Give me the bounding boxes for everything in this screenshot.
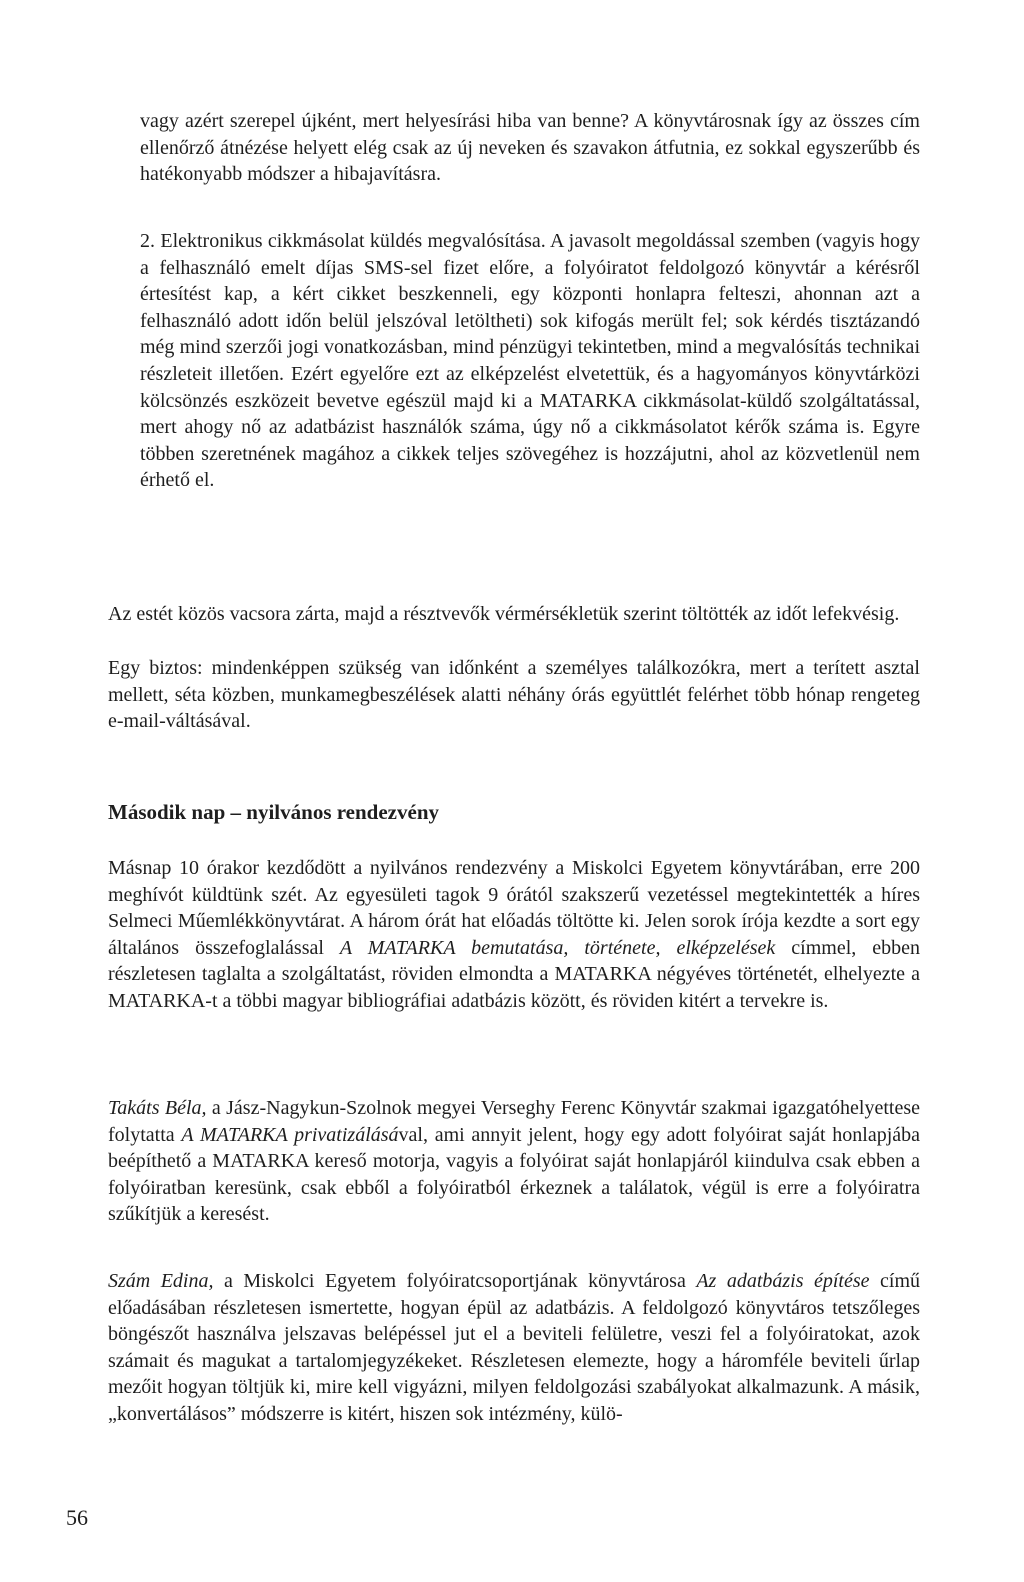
section-paragraph-2 bbox=[108, 1095, 920, 1228]
list-paragraph-1: vagy azért szerepel újként, mert helyesírási hiba van benne? A könyvtárosnak így az összes cím ellenőrző átnézése helyett elég csak az új neveken és szavakon átfutnia, ez sokkal egyszerűbb és hatékonyabb módszer a hibajavításra. bbox=[140, 110, 920, 186]
page-number: 56 bbox=[66, 1505, 88, 1530]
meeting-paragraph: Egy biztos: mindenképpen szükség van időnként a személyes találkozókra, mert a terített asztal mellett, séta közben, munkamegbeszélések alatti néhány órás együttlét felérhet több hónap rengeteg e-mail-váltásával. bbox=[108, 657, 920, 733]
p3-text-a: a Miskolci Egyetem folyóiratcsoportjának könyvtárosa bbox=[213, 1270, 697, 1292]
p3-title: Az adatbázis építése bbox=[696, 1270, 870, 1292]
evening-paragraph: Az estét közös vacsora zárta, majd a résztvevők vérmérsékletük szerint töltötték az időt lefekvésig. bbox=[108, 603, 900, 625]
p2-speaker: Takáts Béla, bbox=[108, 1097, 207, 1119]
section-paragraph-1 bbox=[108, 855, 920, 1015]
p2-text-b: val, ami annyit jelent, hogy egy adott folyóirat saját honlapjába beépíthető a MATARKA kereső motorja, vagyis a folyóirat saját honlapjáról kiindulva csak ebben a folyóiratban keresünk, csak ebből a folyóiratból érkeznek a találatok, végül is erre a folyóiratra szűkítjük a keresést. bbox=[108, 1123, 921, 1226]
p2-text-a: a Jász-Nagykun-Szolnok megyei Verseghy Ferenc Könyvtár szakmai igazgatóhelyettese folytatta bbox=[108, 1097, 920, 1146]
section-paragraph-3 bbox=[108, 1268, 920, 1428]
p3-text-b: című előadásában részletesen ismertette, hogyan épül az adatbázis. A feldolgozó könyvtáros tetszőleges böngészőt használva jelszavas belépéssel jut el a beviteli felületre, veszi fel a folyóiratokat, azok számait és magukat a tartalomjegyzékeket. Részletesen elemezte, hogy a háromféle beviteli űrlap mezőit hogyan töltjük ki, mire kell vigyázni, milyen feldolgozási szabályokat alkalmazunk. A másik, „konvertálásos” módszerre is kitért, hiszen sok intézmény, külö- bbox=[108, 1270, 920, 1425]
p1-title: A MATARKA bemutatása, története, elképzelések bbox=[339, 936, 776, 959]
p1-text-a: Másnap 10 órakor kezdődött a nyilvános rendezvény a Miskolci Egyetem könyvtárában, erre 200 meghívót küldtünk szét. Az egyesületi tagok 9 órától szakszerű vezetéssel megtekintették a híres Selmeci Műemlékkönyvtárat. A három órát hat előadás töltötte ki. Jelen sorok írója kezdte a sort egy általános összefoglalással bbox=[108, 857, 920, 959]
p3-speaker: Szám Edina, bbox=[108, 1270, 214, 1292]
p2-title: A MATARKA privatizálásá bbox=[181, 1123, 399, 1146]
list-paragraph-2: 2. Elektronikus cikkmásolat küldés megvalósítása. A javasolt megoldással szemben (vagyis hogy a felhasználó emelt díjas SMS-sel fizet előre, a folyóiratot feldolgozó könyvtár a kérésről értesítést kap, a kért cikket beszkenneli, egy központi honlapra felteszi, ahonnan azt a felhasználó adott időn belül jelszóval letöltheti) sok kifogás merült fel; sok kérdés tisztázandó még mind szerzői jogi vonatkozásban, mind pénzügyi tekintetben, mind a megvalósítás technikai részleteit illetően. Ezért egyelőre ezt az elképzelést elvetettük, és a hagyományos könyvtárközi kölcsönzés eszközeit bevetve egészül majd ki a MATARKA cikkmásolat-küldő szolgáltatással, mert ahogy nő az adatbázist használók száma, úgy nő a cikkmásolatot kérők száma is. Egyre többen szeretnének magához a cikkek teljes szövegéhez is hozzájutni, ahol az közvetlenül nem érhető el. bbox=[140, 230, 920, 492]
section-heading: Második nap – nyilvános rendezvény bbox=[108, 800, 440, 824]
p1-text-b: címmel, ebben részletesen taglalta a szolgáltatást, röviden elmondta a MATARKA négyéves történetét, elhelyezte a MATARKA-t a többi magyar bibliográfiai adatbázis között, és röviden kitért a tervekre is. bbox=[108, 936, 920, 1012]
